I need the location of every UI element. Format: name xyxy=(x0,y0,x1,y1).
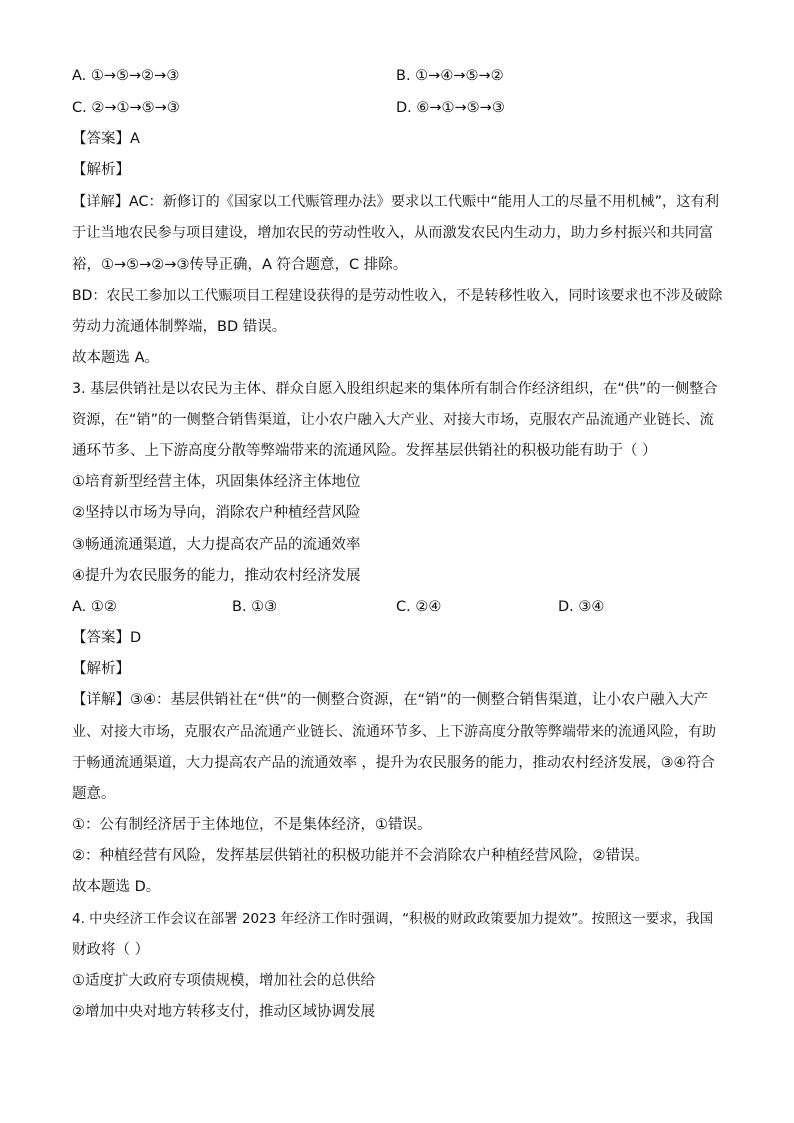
q2-analysis-label: 【解析】 xyxy=(72,162,130,178)
q3-option-a: A. ①② xyxy=(72,599,117,615)
q3-item-2: ②坚持以市场为导向，消除农户种植经营风险 xyxy=(72,505,361,521)
q2-option-a: A. ①→⑤→②→③ xyxy=(72,68,180,84)
q2-conclusion: 故本题选 A。 xyxy=(72,350,160,366)
q2-detail-line: 【详解】AC：新修订的《国家以工代赈管理办法》要求以工代赈中“能用人工的尽量不用机械”，这有利 xyxy=(72,194,719,210)
q3-stem-line: 3. 基层供销社是以农民为主体、群众自愿入股组织起来的集体所有制合作经济组织，在“供”的一侧整合 xyxy=(72,381,718,397)
q2-detail-line: BD：农民工参加以工代赈项目工程建设获得的是劳动性收入，不是转移性收入，同时该要求也不涉及破除 xyxy=(72,288,723,304)
q3-stem-line: 资源，在“销”的一侧整合销售渠道，让小农户融入大产业、对接大市场，克服农产品流通产业链长、流 xyxy=(72,412,714,428)
q2-option-d: D. ⑥→①→⑤→③ xyxy=(396,100,505,116)
q4-stem-line: 财政将（ ） xyxy=(72,942,150,958)
q4-item-2: ②增加中央对地方转移支付，推动区域协调发展 xyxy=(72,1004,375,1020)
q2-answer: 【答案】A xyxy=(72,131,140,147)
q4-stem-line: 4. 中央经济工作会议在部署 2023 年经济工作时强调，“积极的财政政策要加力提效”。按照这一要求，我国 xyxy=(72,911,714,927)
q3-detail-line: 题意。 xyxy=(72,786,116,802)
q2-option-c: C. ②→①→⑤→③ xyxy=(72,100,180,116)
q3-detail-line: ②：种植经营有风险，发挥基层供销社的积极功能并不会消除农户种植经营风险，②错误。 xyxy=(72,848,649,864)
q2-detail-line: 裕，①→⑤→②→③传导正确，A 符合题意，C 排除。 xyxy=(72,257,408,273)
q3-option-b: B. ①③ xyxy=(232,599,278,615)
q3-analysis-label: 【解析】 xyxy=(72,661,130,677)
q2-detail-line: 劳动力流通体制弊端，BD 错误。 xyxy=(72,319,287,335)
q3-detail-line: 业、对接大市场，克服农产品流通产业链长、流通环节多、上下游高度分散等弊端带来的流通风险，有助 xyxy=(72,724,716,740)
q3-item-3: ③畅通流通渠道，大力提高农产品的流通效率 xyxy=(72,537,361,553)
q3-item-4: ④提升为农民服务的能力，推动农村经济发展 xyxy=(72,568,361,584)
q3-item-1: ①培育新型经营主体，巩固集体经济主体地位 xyxy=(72,474,361,490)
q3-detail-line: 于畅通流通渠道，大力提高农产品的流通效率 ，提升为农民服务的能力，推动农村经济发展，③④符合 xyxy=(72,755,715,771)
q4-item-1: ①适度扩大政府专项债规模，增加社会的总供给 xyxy=(72,973,375,989)
q3-detail-line: 【详解】③④：基层供销社在“供”的一侧整合资源，在“销”的一侧整合销售渠道，让小农户融入大产 xyxy=(72,692,709,708)
q3-answer: 【答案】D xyxy=(72,630,142,646)
q2-detail-line: 于让当地农民参与项目建设，增加农民的劳动性收入，从而激发农民内生动力，助力乡村振兴和共同富 xyxy=(72,225,714,241)
q3-conclusion: 故本题选 D。 xyxy=(72,879,161,895)
q3-detail-line: ①：公有制经济居于主体地位，不是集体经济，①错误。 xyxy=(72,817,432,833)
q3-stem-line: 通环节多、上下游高度分散等弊端带来的流通风险。发挥基层供销社的积极功能有助于（ ） xyxy=(72,443,657,459)
q3-option-c: C. ②④ xyxy=(396,599,442,615)
q3-option-d: D. ③④ xyxy=(558,599,605,615)
q2-option-b: B. ①→④→⑤→② xyxy=(396,68,504,84)
